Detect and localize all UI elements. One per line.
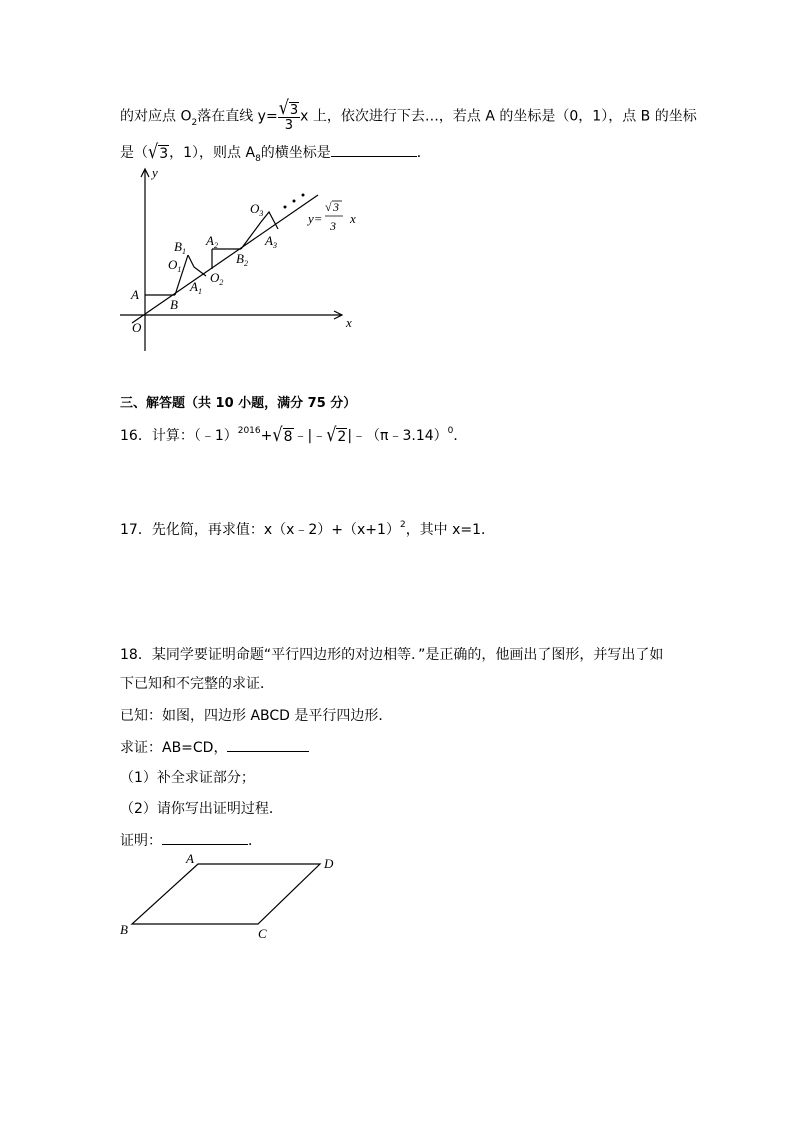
q18-part1: （1）补全求证部分； <box>120 770 255 786</box>
q15-text-d: 是（ <box>120 145 148 161</box>
label-O1: $O_1$ <box>168 257 182 274</box>
label-x: x <box>346 315 352 330</box>
q16-exponent: 2016 <box>237 426 261 436</box>
q18-line2: 下已知和不完整的求证． <box>120 676 274 692</box>
q18-proof-label: 证明： <box>120 833 162 849</box>
q15-sqrt3: √3 <box>148 140 169 163</box>
q18-proof-line <box>120 830 262 851</box>
label-O: O <box>132 320 142 335</box>
equation-label-x: x <box>350 211 356 226</box>
q17-line <box>120 520 495 542</box>
q18-prove-text: 求证：AB=CD， <box>120 740 228 756</box>
equation-numerator: 3 <box>333 200 339 214</box>
q15-text-a: 的对应点 O <box>120 108 192 125</box>
q17-text-b: ，其中 x=1． <box>405 522 496 538</box>
q17-exponent: 2 <box>399 520 406 530</box>
q15-frac-numerator: 3 <box>289 103 299 118</box>
q15-fraction: $\frac{√3}{3}$ <box>278 96 299 133</box>
figure-coordinate-diagram <box>118 165 368 353</box>
equation-label-y: y= <box>308 211 323 226</box>
equation-denominator: 3 <box>330 219 336 233</box>
label-B: B <box>170 297 178 312</box>
q15-sub-a8: 8 <box>255 154 261 164</box>
parallelogram-ABCD <box>132 864 320 924</box>
label-A2: $A_2$ <box>206 233 218 250</box>
q16-sqrt8: √8 <box>272 423 293 446</box>
q16-text-a: 16．计算：（﹣1） <box>120 428 238 444</box>
section3-title: 三、解答题（共 10 小题，满分 75 分） <box>120 396 357 411</box>
q17-text-a: 17．先化简，再求值：x（x﹣2）+（x+1） <box>120 522 400 538</box>
label-C: C <box>258 926 267 941</box>
triangle-B1-O1-A1 <box>188 255 206 276</box>
q18-prove-line <box>120 737 309 758</box>
label-D: D <box>324 856 334 871</box>
q15-text-b: 落在直线 y= <box>197 108 278 125</box>
line-y-sqrt3-over-3-x <box>132 195 318 323</box>
figure-parallelogram <box>118 850 340 942</box>
ellipsis-dot <box>284 206 287 209</box>
label-B1: $B_1$ <box>174 239 186 256</box>
segment-O3-B2 <box>241 222 261 249</box>
q18-part2: （2）请你写出证明过程． <box>120 801 283 817</box>
q16-exponent-zero: 0 <box>447 426 454 436</box>
label-A: A <box>186 851 194 866</box>
equation-sqrt-symbol: √ <box>325 200 332 214</box>
label-O2: $O_2$ <box>210 270 224 287</box>
q15-line1 <box>120 96 697 133</box>
q16-line <box>120 425 467 448</box>
q18-prove-blank[interactable] <box>227 737 309 752</box>
label-O3: $O_3$ <box>250 201 264 218</box>
q15-text-f: 的横坐标是 <box>260 145 331 161</box>
label-B2: $B_2$ <box>236 251 248 268</box>
q18-given: 已知：如图，四边形 ABCD 是平行四边形． <box>120 708 393 724</box>
label-A1: $A_1$ <box>190 279 202 296</box>
q15-answer-blank[interactable] <box>331 142 417 157</box>
triangle-O3-A3 <box>261 212 278 229</box>
q16-text-c: ﹣|﹣ <box>293 428 327 444</box>
q18-proof-period: ． <box>248 833 262 849</box>
q16-text-e: ． <box>453 428 468 444</box>
ellipsis-dot <box>293 200 296 203</box>
q15-text-g: ． <box>416 145 431 161</box>
q16-text-d: |﹣（π﹣3.14） <box>347 428 448 444</box>
q15-frac-denominator: 3 <box>284 118 294 133</box>
label-B: B <box>120 922 128 937</box>
q15-text-c: x 上，依次进行下去…，若点 A 的坐标是（0，1），点 B 的坐标 <box>300 108 697 125</box>
q18-proof-blank[interactable] <box>162 830 248 845</box>
label-A3: $A_3$ <box>265 233 277 250</box>
q15-text-e: ，1），则点 A <box>169 145 256 161</box>
q16-text-b: + <box>260 428 273 444</box>
q18-line1: 18．某同学要证明命题“平行四边形的对边相等．”是正确的，他画出了图形，并写出了如 <box>120 647 664 663</box>
ellipsis-dot <box>302 194 305 197</box>
q15-sub-o2: 2 <box>191 117 198 128</box>
label-y: y <box>152 165 158 180</box>
q15-line2 <box>120 142 431 165</box>
label-A: A <box>131 287 139 302</box>
q16-sqrt2: √2 <box>326 423 347 446</box>
